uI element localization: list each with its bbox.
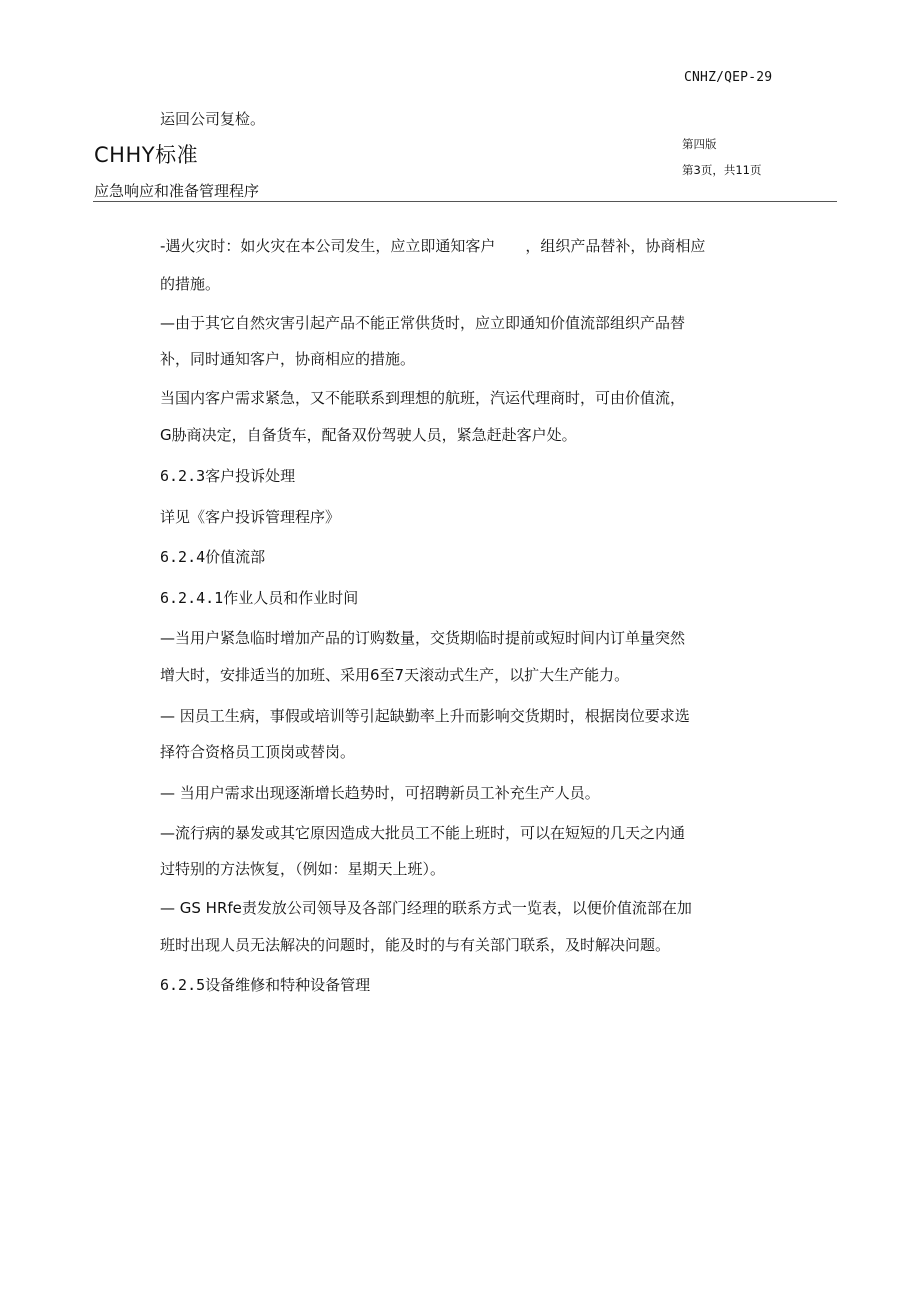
body-line: 班时出现人员无法解决的问题时，能及时的与有关部门联系，及时解决问题。 — [160, 936, 671, 954]
edition-label: 第四版 — [682, 137, 717, 151]
page-info: 第3页，共11页 — [682, 163, 762, 177]
body-line: 当国内客户需求紧急，又不能联系到理想的航班，汽运代理商时，可由价值流， — [160, 389, 686, 407]
section-heading: 6.2.4价值流部 — [160, 548, 266, 566]
standard-title: CHHY标准 — [94, 143, 199, 167]
body-line: G胁商决定，自备货车，配备双份驾驶人员，紧急赶赴客户处。 — [160, 426, 577, 444]
body-line: —由于其它自然灾害引起产品不能正常供货时，应立即通知价值流部组织产品替 — [160, 314, 686, 332]
body-line: -遇火灾时：如火灾在本公司发生，应立即通知客户 ，组织产品替补，协商相应 — [160, 237, 706, 255]
body-line: — 因员工生病，事假或培训等引起缺勤率上升而影响交货期时，根据岗位要求选 — [160, 707, 690, 725]
body-line: 的措施。 — [160, 275, 221, 293]
body-line: 过特别的方法恢复，（例如：星期天上班）。 — [160, 860, 446, 878]
body-line: 补，同时通知客户，协商相应的措施。 — [160, 350, 416, 368]
section-heading: 6.2.4.1作业人员和作业时间 — [160, 589, 359, 607]
carryover-text: 运回公司复检。 — [160, 110, 266, 128]
body-line: 增大时，安排适当的加班、采用6至7天滚动式生产，以扩大生产能力。 — [160, 666, 630, 684]
procedure-title: 应急响应和准备管理程序 — [94, 182, 260, 200]
document-code: CNHZ/QEP-29 — [684, 70, 773, 85]
body-line: 择符合资格员工顶岗或替岗。 — [160, 743, 356, 761]
body-line: 详见《客户投诉管理程序》 — [160, 508, 341, 526]
section-heading: 6.2.3客户投诉处理 — [160, 467, 296, 485]
body-line: —当用户紧急临时增加产品的订购数量，交货期临时提前或短时间内订单量突然 — [160, 629, 686, 647]
body-line: — 当用户需求出现逐渐增长趋势时，可招聘新员工补充生产人员。 — [160, 784, 600, 802]
header-divider — [93, 201, 837, 202]
body-line: —流行病的暴发或其它原因造成大批员工不能上班时，可以在短短的几天之内通 — [160, 824, 686, 842]
body-line: — GS HRfe责发放公司领导及各部门经理的联系方式一览表，以便价值流部在加 — [160, 899, 692, 917]
section-heading: 6.2.5设备维修和特种设备管理 — [160, 976, 371, 994]
